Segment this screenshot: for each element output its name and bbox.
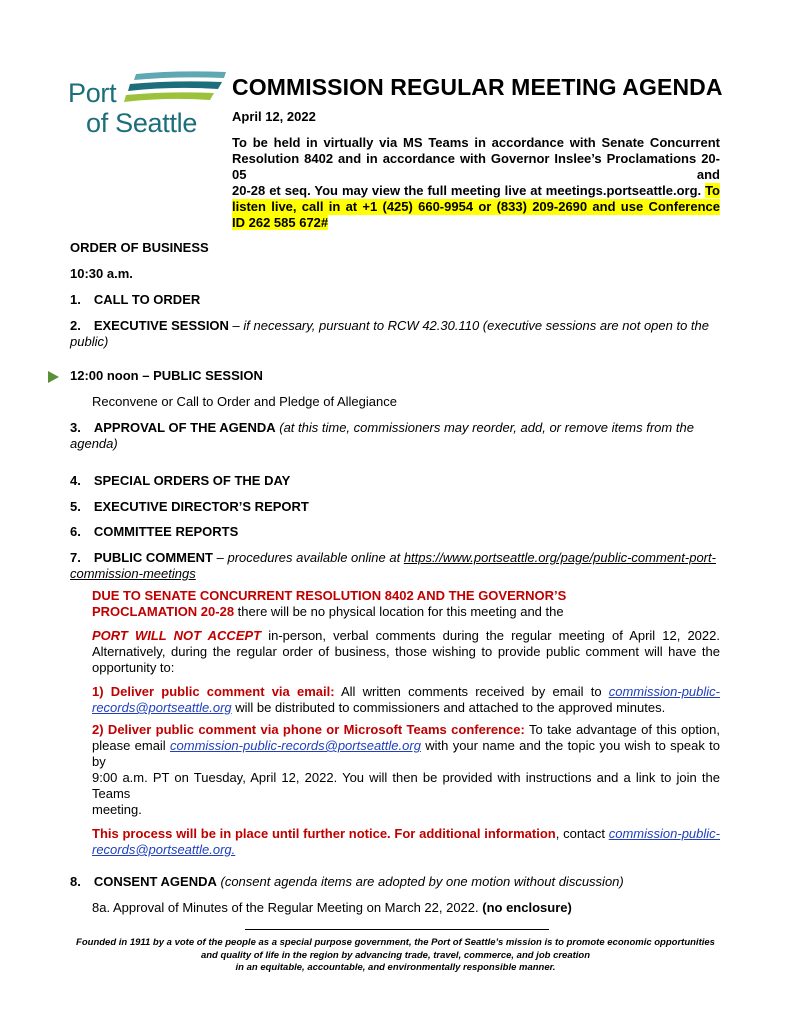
order-heading: ORDER OF BUSINESS [70,240,209,255]
logo-text-of-seattle: of Seattle [86,108,198,138]
item-7: 7. PUBLIC COMMENT – procedures available online at https://www.portseattle.org/page/public-comment-port- commission-meetings [70,550,716,581]
current-item-arrow-icon [48,371,59,383]
page-title: COMMISSION REGULAR MEETING AGENDA [232,74,723,100]
reconvene-line: Reconvene or Call to Order and Pledge of Allegiance [92,394,397,409]
logo-text-port: Port [68,78,117,108]
footer-mission: Founded in 1911 by a vote of the people as a special purpose government, the Port of Seattle’s mission is to promote economic opportunities and quality of life in the region by advancing trade, travel, commerce, and job creation in an equitable, accountable, and environmentally responsible manner. [76,937,715,973]
email-link[interactable]: commission-public- [608,684,720,699]
meeting-date: April 12, 2022 [232,109,316,124]
item-8a: 8a. Approval of Minutes of the Regular Meeting on March 22, 2022. (no enclosure) [92,900,572,915]
contact-link[interactable]: commission-public- [608,826,720,841]
item-8: 8. CONSENT AGENDA (consent agenda items are adopted by one motion without discussion) [70,874,624,889]
item-4: 4. SPECIAL ORDERS OF THE DAY [70,473,291,488]
item-6: 6. COMMITTEE REPORTS [70,524,239,539]
item-2: 2. EXECUTIVE SESSION – if necessary, pursuant to RCW 42.30.110 (executive sessions are not open to the public) [70,318,709,349]
item-3: 3. APPROVAL OF THE AGENDA (at this time, commissioners may reorder, add, or remove items from the agenda) [70,420,694,451]
public-comment-details: DUE TO SENATE CONCURRENT RESOLUTION 8402 AND THE GOVERNOR’S PROCLAMATION 20-28 there will be no physical location for this meeting and the PORT WILL NOT ACCEPT in-person, verbal comments during the regular meeting of April 12, 2022. Alternatively, during the regular order of business, those wishing to provide public comment will have the opportunity to: 1) Deliver public comment via email: All written comments received by email to commission-public- records@portseattle.org will be distributed to commissioners and attached to the approved minutes. 2) Deliver public comment via phone or Microsoft Teams conference: To take advantage of this option, please email commission-public-records@portseattle.org with your name and the topic you wish to speak to by 9:00 a.m. PT on Tuesday, April 12, 2022. You will then be provided with instructions and a link to join the Teams meeting. This process will be in place until further notice. For additional information, contact commission-public- records@portseattle.org. [92,588,720,857]
email-link-cont[interactable]: records@portseattle.org [92,700,232,715]
footer-divider [245,929,549,930]
meeting-intro: To be held in virtually via MS Teams in accordance with Senate Concurrent Resolution 8402 and in accordance with Governor Inslee’s Proclamations 20-05 and 20-28 et seq. You may view the full meeting live at meetings.portseattle.org. To listen live, call in at +1 (425) 660-9954 or (833) 209-2690 and use Conference ID 262 585 672# [232,135,720,230]
public-comment-link-cont[interactable]: commission-meetings [70,566,196,581]
phone-email-link[interactable]: commission-public-records@portseattle.org [170,738,421,753]
contact-link-cont[interactable]: records@portseattle.org. [92,842,236,857]
port-of-seattle-logo [66,66,228,142]
item-5: 5. EXECUTIVE DIRECTOR’S REPORT [70,499,309,514]
item-1: 1. CALL TO ORDER [70,292,201,307]
order-time: 10:30 a.m. [70,266,133,281]
public-comment-link[interactable]: https://www.portseattle.org/page/public-comment-port- [403,550,716,565]
public-session-heading: 12:00 noon – PUBLIC SESSION [70,368,263,383]
